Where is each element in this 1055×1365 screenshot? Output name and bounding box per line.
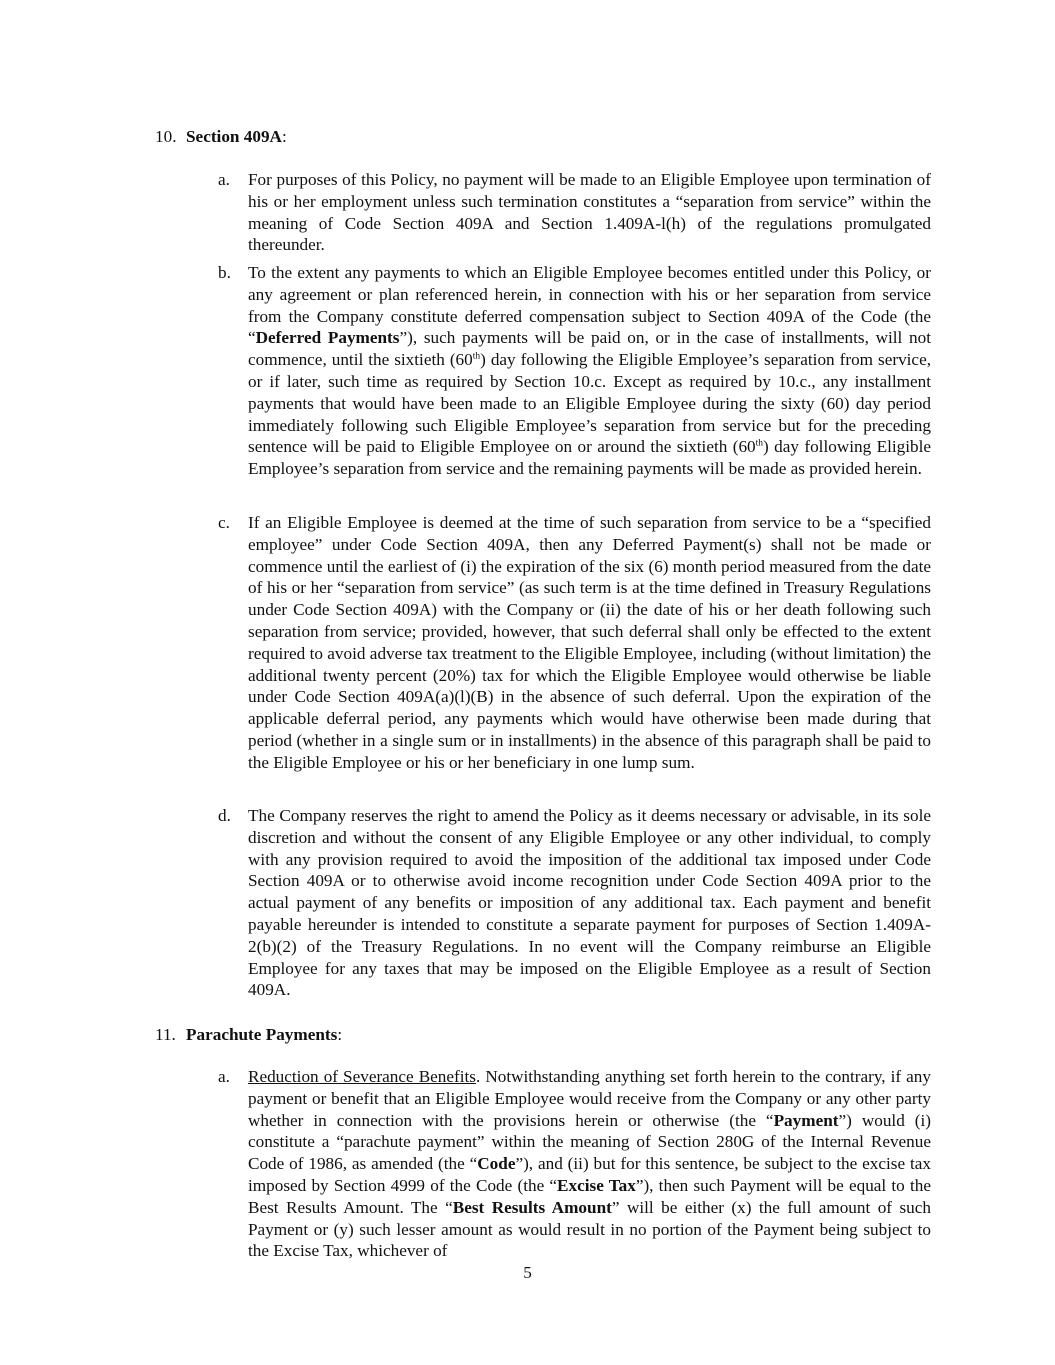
clause-text: Reduction of Severance Benefits. Notwithstanding anything set forth herein to the contrary, if any payment or benefit that an Eligible Employee would receive from the Company or any other party whether in connection with the provisions herein or otherwise (the “Payment”) would (i) constitute a “parachute payment” within the meaning of Section 280G of the Internal Revenue Code of 1986, as amended (the “Code”), and (ii) but for this sentence, be subject to the excise tax imposed by Section 4999 of the Code (the “Excise Tax”), then such Payment will be equal to the Best Results Amount. The “Best Results Amount” will be either (x) the full amount of such Payment or (y) such lesser amount as would result in no portion of the Payment being subject to the Excise Tax, whichever of [248, 1067, 931, 1261]
section-10-heading [155, 126, 287, 148]
heading-colon: : [281, 127, 287, 146]
section-number: 10. [155, 127, 177, 146]
clause-text: For purposes of this Policy, no payment will be made to an Eligible Employee upon termination of his or her employment unless such termination constitutes a “separation from service” within the meaning of Code Section 409A and Section 1.409A-l(h) of the regulations promulgated thereunder. [248, 170, 931, 255]
heading-colon: : [337, 1025, 343, 1044]
clause-text: The Company reserves the right to amend the Policy as it deems necessary or advisable, in its sole discretion and without the consent of any Eligible Employee or any other individual, to comply with any provision required to avoid the imposition of the additional tax imposed under Code Section 409A or to otherwise avoid income recognition under Code Section 409A prior to the actual payment of any benefits or imposition of any additional tax. Each payment and benefit payable hereunder is intended to constitute a separate payment for purposes of Section 1.409A-2(b)(2) of the Treasury Regulations. In no event will the Company reimburse an Eligible Employee for any taxes that may be imposed on the Eligible Employee as a result of Section 409A. [248, 806, 931, 1000]
clause-10d [218, 805, 931, 1001]
defined-term: Deferred Payments [255, 328, 400, 348]
clause-letter: b. [218, 263, 231, 282]
clause-10a [218, 169, 931, 256]
clause-text: If an Eligible Employee is deemed at the time of such separation from service to be a “specified employee” under Code Section 409A, then any Deferred Payment(s) shall not be made or commence until the earliest of (i) the expiration of the six (6) month period measured from the date of his or her “separation from service” (as such term is at the time defined in Treasury Regulations under Code Section 409A) with the Company or (ii) the date of his or her death following such separation from service; provided, however, that such deferral shall only be effected to the extent required to avoid adverse tax treatment to the Eligible Employee, including (without limitation) the additional twenty percent (20%) tax for which the Eligible Employee would otherwise be liable under Code Section 409A(a)(l)(B) in the absence of such deferral. Upon the expiration of the applicable deferral period, any payments which would have otherwise been made during that period (whether in a single sum or in installments) in the absence of this paragraph shall be paid to the Eligible Employee or his or her beneficiary in one lump sum. [248, 513, 931, 772]
section-number: 11. [155, 1025, 176, 1044]
clause-letter: a. [218, 170, 230, 189]
defined-term: Payment [773, 1110, 839, 1130]
section-11-heading [155, 1024, 342, 1046]
clause-text: To the extent any payments to which an Eligible Employee becomes entitled under this Policy, or any agreement or plan referenced herein, in connection with his or her separation from service from the Company constitute deferred compensation subject to Section 409A of the Code (the “Deferred Payments”), such payments will be paid on, or in the case of installments, will not commence, until the sixtieth (60th) day following the Eligible Employee’s separation from service, or if later, such time as required by Section 10.c. Except as required by 10.c., any installment payments that would have been made to an Eligible Employee during the sixty (60) day period immediately following such Eligible Employee’s separation from service but for the preceding sentence will be paid to Eligible Employee on or around the sixtieth (60th) day following Eligible Employee’s separation from service and the remaining payments will be made as provided herein. [248, 263, 932, 479]
page-number: 5 [523, 1263, 532, 1282]
clause-letter: a. [218, 1067, 230, 1086]
defined-term: Best Results Amount [452, 1197, 612, 1217]
clause-11a [218, 1066, 931, 1262]
defined-term: Code [477, 1154, 516, 1174]
clause-10c [218, 512, 931, 774]
section-title: Parachute Payments [186, 1025, 338, 1044]
clause-letter: c. [218, 513, 230, 532]
section-title: Section 409A [186, 127, 282, 146]
clause-letter: d. [218, 806, 231, 825]
clause-10b [218, 262, 931, 480]
clause-caption: Reduction of Severance Benefits [248, 1067, 476, 1086]
defined-term: Excise Tax [557, 1175, 636, 1195]
